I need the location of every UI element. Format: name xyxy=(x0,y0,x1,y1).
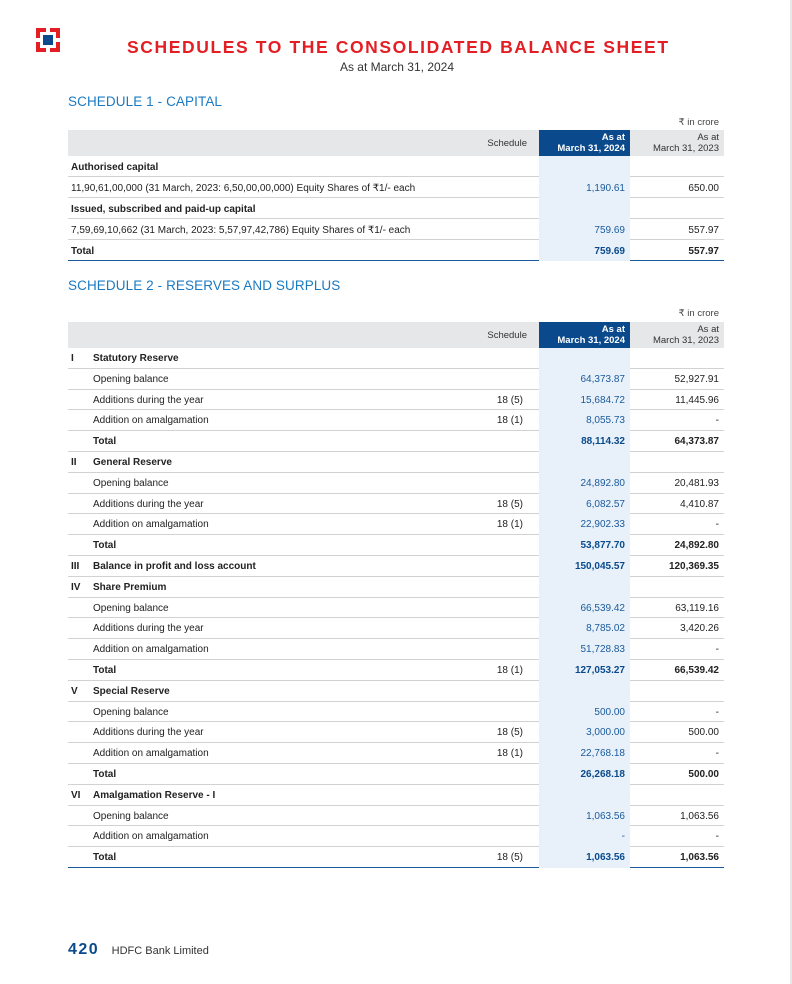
row-roman-numeral: IV xyxy=(71,581,81,593)
row-label: Total xyxy=(93,768,117,780)
row-value-2023: - xyxy=(715,831,719,843)
row-value-2024: 22,768.18 xyxy=(580,748,625,760)
schedule1-col-current-line1: As at xyxy=(601,132,625,143)
table-row xyxy=(68,494,724,515)
row-value-2023: 11,445.96 xyxy=(675,394,719,406)
row-value-2024: 1,190.61 xyxy=(586,183,625,194)
schedule1-col-current-line2: March 31, 2024 xyxy=(557,143,625,154)
row-label: Opening balance xyxy=(93,373,169,385)
row-label: Opening balance xyxy=(93,602,169,614)
row-schedule-ref: 18 (5) xyxy=(496,394,523,406)
schedule1-col-previous-line1: As at xyxy=(697,132,719,143)
row-value-2023: 66,539.42 xyxy=(674,664,719,676)
row-label: Authorised capital xyxy=(71,162,159,173)
table-row xyxy=(68,431,724,452)
schedule1-unit: ₹ in crore xyxy=(678,117,719,128)
row-value-2024: 6,082.57 xyxy=(586,498,625,510)
row-label: Issued, subscribed and paid-up capital xyxy=(71,204,256,215)
row-label: Total xyxy=(93,540,117,552)
schedule2-col-schedule: Schedule xyxy=(487,330,527,341)
row-label: Addition on amalgamation xyxy=(93,519,209,531)
table-row xyxy=(68,639,724,660)
row-value-2023: - xyxy=(715,519,719,531)
row-value-2023: 120,369.35 xyxy=(668,560,719,572)
schedule2-table xyxy=(68,322,724,868)
table-row xyxy=(68,764,724,785)
row-value-2024: 53,877.70 xyxy=(580,540,625,552)
row-label: Balance in profit and loss account xyxy=(93,560,256,572)
schedule2-heading: SCHEDULE 2 - RESERVES AND SURPLUS xyxy=(68,278,341,293)
table-row xyxy=(68,660,724,681)
row-value-2023: 4,410.87 xyxy=(680,498,719,510)
row-value-2024: 15,684.72 xyxy=(580,394,625,406)
table-row xyxy=(68,219,724,240)
row-schedule-ref: 18 (1) xyxy=(496,519,523,531)
row-label: Addition on amalgamation xyxy=(93,831,209,843)
row-value-2023: 63,119.16 xyxy=(675,602,719,614)
schedule2-col-current-line1: As at xyxy=(601,324,625,335)
table-row xyxy=(68,348,724,369)
schedule1-heading: SCHEDULE 1 - CAPITAL xyxy=(68,94,223,109)
page-title-block xyxy=(127,37,670,74)
table-row xyxy=(68,177,724,198)
row-roman-numeral: II xyxy=(71,456,77,468)
row-label: Additions during the year xyxy=(93,394,204,406)
page-title: SCHEDULES TO THE CONSOLIDATED BALANCE SHEET xyxy=(127,37,670,57)
row-label: Addition on amalgamation xyxy=(93,748,209,760)
row-value-2024: 150,045.57 xyxy=(574,560,625,572)
row-value-2023: 500.00 xyxy=(688,727,719,739)
table-row xyxy=(68,598,724,619)
table-row xyxy=(68,390,724,411)
row-value-2023: 557.97 xyxy=(688,225,719,236)
table-row xyxy=(68,410,724,431)
row-label: Special Reserve xyxy=(93,685,170,697)
table-row xyxy=(68,156,724,177)
schedule1-col-previous-line2: March 31, 2023 xyxy=(652,143,719,154)
row-value-2024: 88,114.32 xyxy=(581,436,625,448)
schedule1-header-row xyxy=(68,130,724,156)
table-row xyxy=(68,743,724,764)
schedule1-col-previous xyxy=(635,130,724,156)
row-value-2024: 3,000.00 xyxy=(586,727,625,739)
table-row xyxy=(68,785,724,806)
row-label: Opening balance xyxy=(93,706,169,718)
table-row xyxy=(68,577,724,598)
row-label: Opening balance xyxy=(93,477,169,489)
row-value-2023: 1,063.56 xyxy=(680,852,719,864)
table-row xyxy=(68,618,724,639)
schedule2-col-previous-line1: As at xyxy=(697,324,719,335)
schedule2-col-previous xyxy=(635,322,724,348)
row-schedule-ref: 18 (1) xyxy=(496,748,523,760)
schedule2-col-previous-line2: March 31, 2023 xyxy=(652,335,719,346)
row-value-2024: 1,063.56 xyxy=(586,810,625,822)
row-label: Total xyxy=(71,246,95,257)
row-roman-numeral: V xyxy=(71,685,78,697)
row-value-2023: 20,481.93 xyxy=(674,477,719,489)
row-schedule-ref: 18 (5) xyxy=(496,727,523,739)
page-footer xyxy=(68,941,209,959)
schedule2-unit: ₹ in crore xyxy=(678,308,719,319)
row-value-2023: 650.00 xyxy=(688,183,719,194)
row-roman-numeral: I xyxy=(71,353,74,364)
company-name: HDFC Bank Limited xyxy=(111,945,209,957)
row-value-2024: 64,373.87 xyxy=(580,373,625,385)
row-value-2023: 24,892.80 xyxy=(674,540,719,552)
row-value-2023: - xyxy=(715,706,719,718)
table-row xyxy=(68,702,724,723)
table-row xyxy=(68,722,724,743)
row-label: Opening balance xyxy=(93,810,169,822)
row-label: Statutory Reserve xyxy=(93,353,179,364)
row-value-2023: 64,373.87 xyxy=(674,436,719,448)
table-row xyxy=(68,198,724,219)
row-value-2023: 557.97 xyxy=(688,246,719,257)
row-value-2023: 500.00 xyxy=(688,768,719,780)
row-roman-numeral: VI xyxy=(71,789,81,801)
row-value-2024: 127,053.27 xyxy=(574,664,625,676)
row-label: Total xyxy=(93,664,117,676)
row-value-2024: 759.69 xyxy=(594,225,625,236)
row-label: Share Premium xyxy=(93,581,167,593)
row-label: Total xyxy=(93,852,117,864)
row-value-2023: - xyxy=(715,644,719,656)
row-label: 11,90,61,00,000 (31 March, 2023: 6,50,00,00,000) Equity Shares of ₹1/- each xyxy=(71,183,416,194)
row-schedule-ref: 18 (5) xyxy=(496,498,523,510)
schedule1-col-schedule: Schedule xyxy=(487,138,527,149)
row-value-2024: 759.69 xyxy=(594,246,625,257)
row-schedule-ref: 18 (5) xyxy=(496,852,523,864)
row-label: Addition on amalgamation xyxy=(93,644,209,656)
table-row xyxy=(68,514,724,535)
table-row xyxy=(68,452,724,473)
page-subtitle: As at March 31, 2024 xyxy=(339,60,455,74)
row-roman-numeral: III xyxy=(71,560,80,572)
schedule2-header-row xyxy=(68,322,724,348)
row-value-2024: 24,892.80 xyxy=(580,477,625,489)
schedule2-col-current xyxy=(539,322,630,348)
table-row xyxy=(68,535,724,556)
row-value-2023: - xyxy=(715,415,719,427)
table-row xyxy=(68,240,724,261)
row-value-2023: 52,927.91 xyxy=(674,373,719,385)
row-value-2024: - xyxy=(621,831,625,843)
row-label: Additions during the year xyxy=(93,623,204,635)
schedule2-col-current-line2: March 31, 2024 xyxy=(557,335,625,346)
row-schedule-ref: 18 (1) xyxy=(496,664,523,676)
row-value-2023: 3,420.26 xyxy=(680,623,719,635)
row-value-2024: 51,728.83 xyxy=(580,644,625,656)
row-value-2024: 1,063.56 xyxy=(586,852,625,864)
page-number: 420 xyxy=(68,941,100,958)
row-value-2024: 8,785.02 xyxy=(586,623,625,635)
row-label: 7,59,69,10,662 (31 March, 2023: 5,57,97,42,786) Equity Shares of ₹1/- each xyxy=(71,225,411,236)
row-label: Total xyxy=(93,436,117,448)
row-label: Addition on amalgamation xyxy=(93,415,209,427)
row-value-2023: 1,063.56 xyxy=(680,810,719,822)
row-value-2024: 500.00 xyxy=(594,706,625,718)
table-row xyxy=(68,826,724,847)
table-row xyxy=(68,681,724,702)
schedule1-table xyxy=(68,130,724,261)
table-row xyxy=(68,556,724,577)
row-value-2024: 66,539.42 xyxy=(580,602,625,614)
table-row xyxy=(68,847,724,868)
row-label: Additions during the year xyxy=(93,727,204,739)
row-value-2024: 22,902.33 xyxy=(580,519,625,531)
schedule1-col-current xyxy=(539,130,630,156)
table-row xyxy=(68,473,724,494)
row-schedule-ref: 18 (1) xyxy=(496,415,523,427)
hdfc-logo-icon xyxy=(36,28,60,52)
row-label: General Reserve xyxy=(93,456,172,468)
row-label: Amalgamation Reserve - I xyxy=(93,789,216,801)
row-value-2024: 26,268.18 xyxy=(580,768,625,780)
table-row xyxy=(68,369,724,390)
row-value-2023: - xyxy=(715,748,719,760)
table-row xyxy=(68,806,724,827)
row-label: Additions during the year xyxy=(93,498,204,510)
row-value-2024: 8,055.73 xyxy=(586,415,625,427)
